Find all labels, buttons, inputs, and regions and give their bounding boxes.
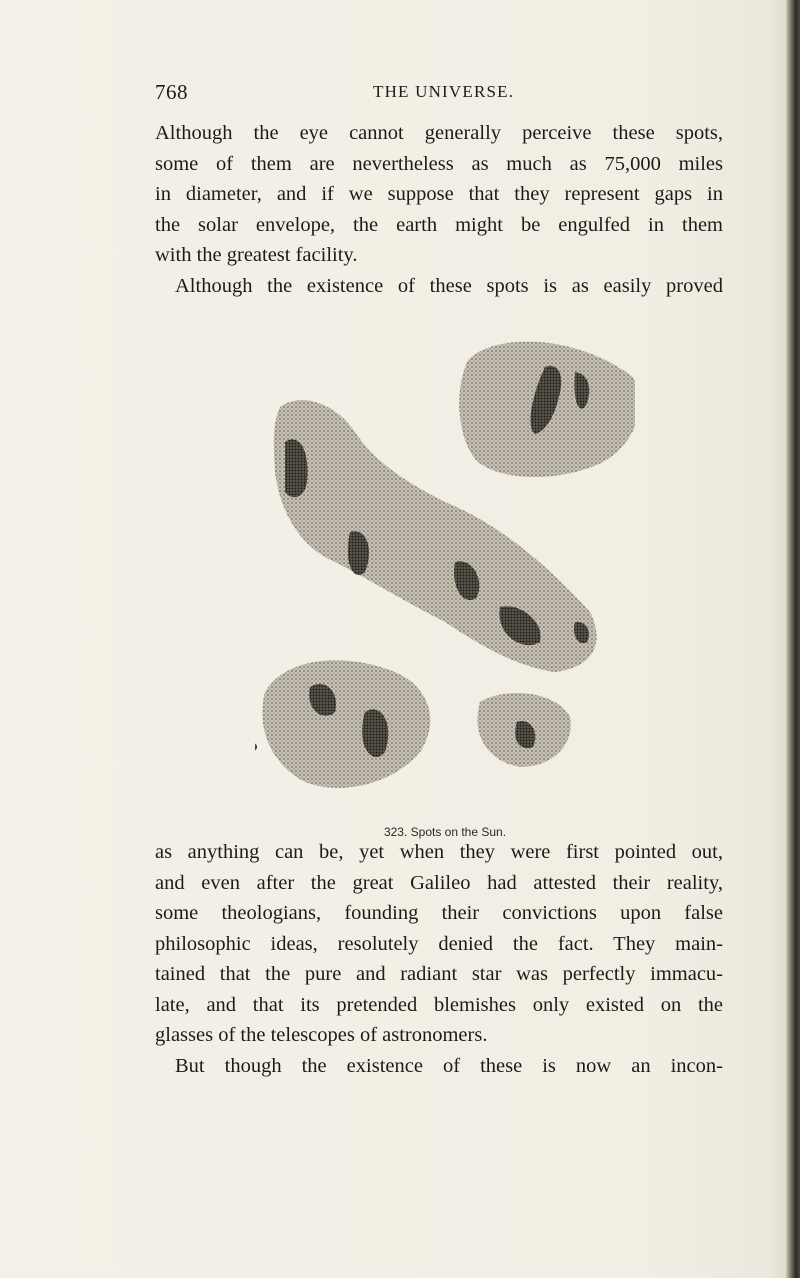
text-line: some of them are nevertheless as much as 75,000 miles [155,152,723,175]
sunspots-engraving [255,322,635,807]
book-spine-edge [786,0,800,1278]
text-line: and even after the great Galileo had attested their reality, [155,871,723,894]
running-head: THE UNIVERSE. [373,82,515,101]
text-line: some theologians, founding their convictions upon false [155,902,723,924]
text-line: the solar envelope, the earth might be engulfed in them [155,213,723,236]
page-number: 768 [155,80,188,104]
sunspots-illustration [255,322,635,807]
text-line: glasses of the telescopes of astronomers. [155,1024,488,1046]
text-line: tained that the pure and radiant star was perfectly immacu- [155,963,723,985]
text-line: as anything can be, yet when they were first pointed out, [155,841,723,863]
text-line: late, and that its pretended blemishes only existed on the [155,993,723,1016]
figure-caption-text: 323. Spots on the Sun. [383,825,507,839]
sunspot-lower-right [477,693,570,767]
sunspot-upper [459,342,635,477]
paragraph-bottom [155,837,723,1081]
page-header [155,80,720,108]
text-line: with the greatest facility. [155,244,358,266]
text-line: But though the existence of these is now an incon- [175,1054,723,1077]
text-line: philosophic ideas, resolutely denied the fact. They main- [155,932,723,955]
text-line: Although the eye cannot generally perceive these spots, [155,122,723,144]
text-line: Although the existence of these spots is as easily proved [175,274,723,297]
text-line: in diameter, and if we suppose that they represent gaps in [155,183,723,205]
paragraph-top [155,118,723,301]
sunspot-lower-left [255,660,430,788]
